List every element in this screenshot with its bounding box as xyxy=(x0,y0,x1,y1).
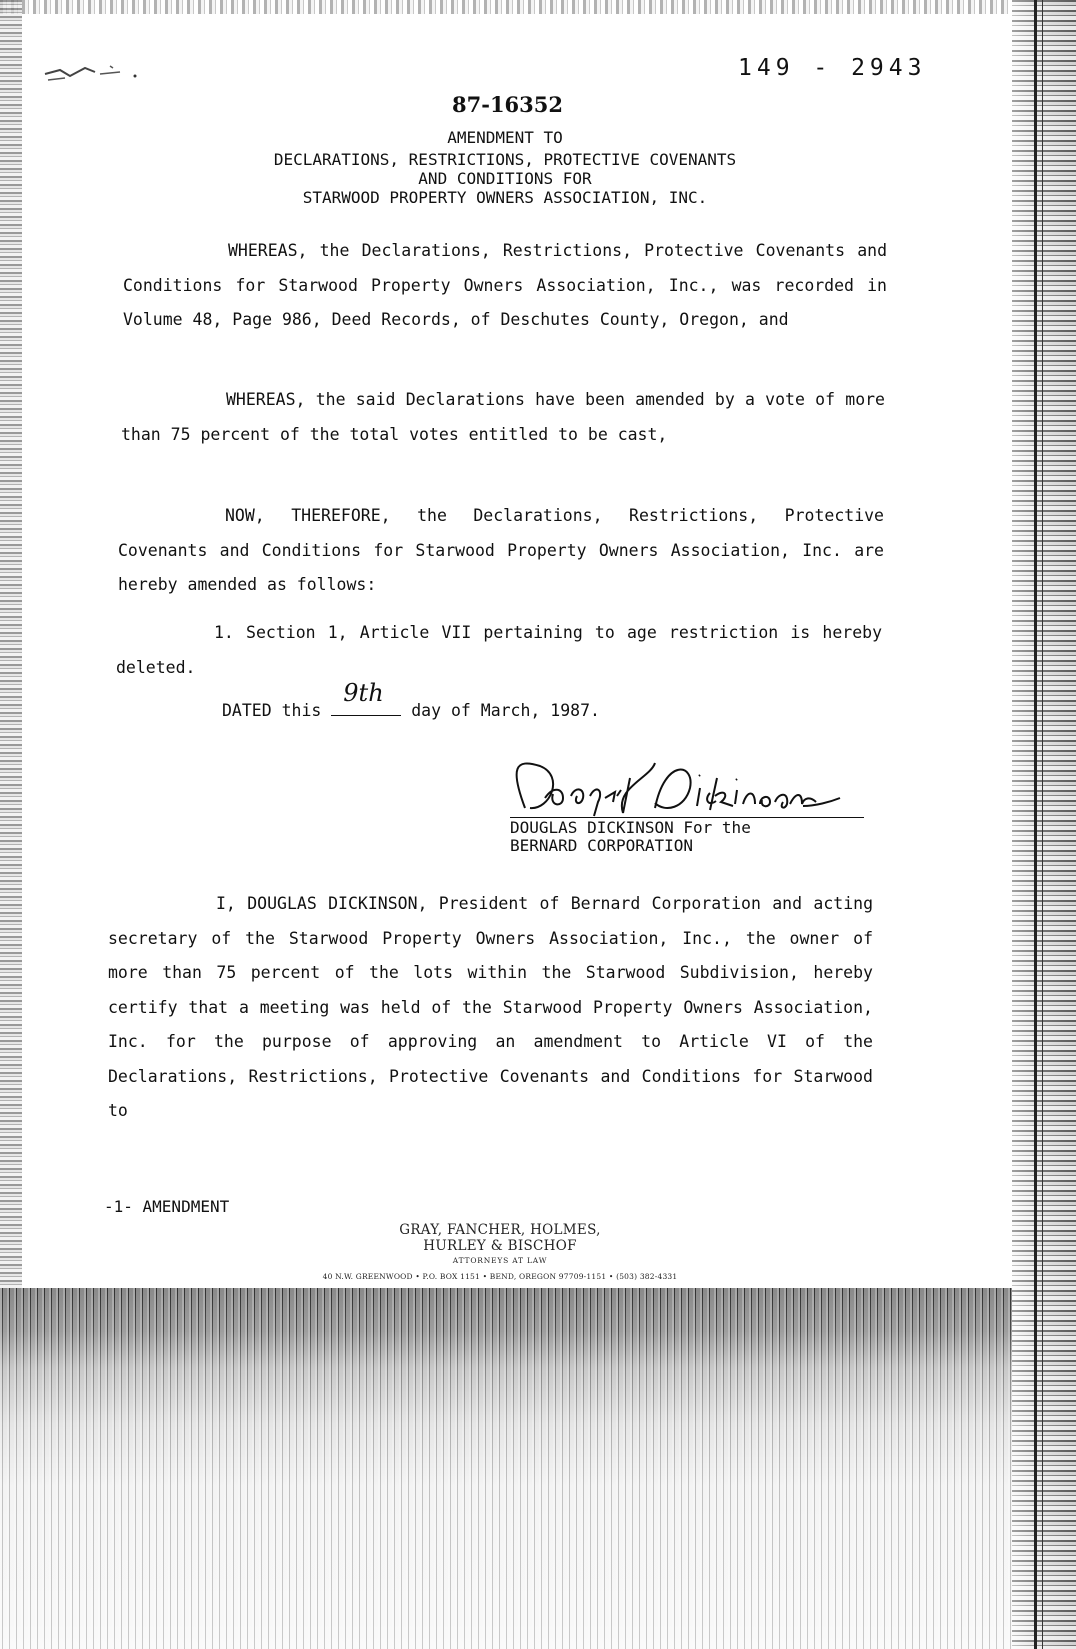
title-line-4: STARWOOD PROPERTY OWNERS ASSOCIATION, INC. xyxy=(302,188,708,207)
page-label: -1- AMENDMENT xyxy=(104,1197,230,1216)
stamp-marks-icon xyxy=(40,56,140,86)
dated-prefix: DATED this xyxy=(222,701,322,720)
document-number: 87-16352 xyxy=(452,92,563,117)
scan-noise-top xyxy=(0,0,1076,14)
dated-line xyxy=(222,679,600,720)
signatory-organization: BERNARD CORPORATION xyxy=(510,836,694,855)
law-firm-name-2: HURLEY & BISCHOF xyxy=(423,1238,577,1254)
dated-day-handwritten: 9th xyxy=(343,679,384,707)
law-firm-address: 40 N.W. GREENWOOD • P.O. BOX 1151 • BEND, OREGON 97709-1151 • (503) 382-4331 xyxy=(322,1272,678,1281)
law-firm-subtitle: ATTORNEYS AT LAW xyxy=(452,1256,548,1265)
amendment-item-1: 1. Section 1, Article VII pertaining to age restriction is hereby deleted. xyxy=(116,623,882,677)
whereas-paragraph-1: WHEREAS, the Declarations, Restrictions, Protective Covenants and Conditions for Starwood Property Owners Association, Inc., was recorded in Volume 48, Page 986, Deed Records, of Deschutes County, Oregon, and xyxy=(123,241,887,329)
recording-reference-number: 149 - 2943 xyxy=(738,55,927,81)
title-line-2: DECLARATIONS, RESTRICTIONS, PROTECTIVE COVENANTS xyxy=(273,150,737,169)
now-therefore-paragraph: NOW, THEREFORE, the Declarations, Restrictions, Protective Covenants and Conditions for Starwood Property Owners Association, Inc. are hereby amended as follows: xyxy=(118,506,884,594)
title-line-3: AND CONDITIONS FOR xyxy=(418,169,592,188)
dated-day-blank xyxy=(331,679,401,716)
whereas-paragraph-2: WHEREAS, the said Declarations have been amended by a vote of more than 75 percent of the total votes entitled to be cast, xyxy=(121,390,885,444)
binder-line-thin xyxy=(1042,0,1043,1649)
certification-paragraph: I, DOUGLAS DICKINSON, President of Bernard Corporation and acting secretary of the Starwood Property Owners Association, Inc., the owner of more than 75 percent of the lots within the Starwood Subdivision, hereby certify that a meeting was held of the Starwood Property Owners Association, Inc. for the purpose of approving an amendment to Article VI of the Declarations, Restrictions, Protective Covenants and Conditions for Starwood to xyxy=(108,894,873,1120)
handwritten-signature xyxy=(505,758,845,818)
signatory-name: DOUGLAS DICKINSON For the xyxy=(510,818,751,837)
scan-noise-right xyxy=(1012,0,1076,1649)
scan-noise-bottom xyxy=(0,1288,1076,1649)
dated-suffix: day of March, 1987. xyxy=(411,701,600,720)
law-firm-name-1: GRAY, FANCHER, HOLMES, xyxy=(399,1222,601,1238)
title-line-1: AMENDMENT TO xyxy=(447,128,563,147)
binder-line xyxy=(1034,0,1037,1649)
